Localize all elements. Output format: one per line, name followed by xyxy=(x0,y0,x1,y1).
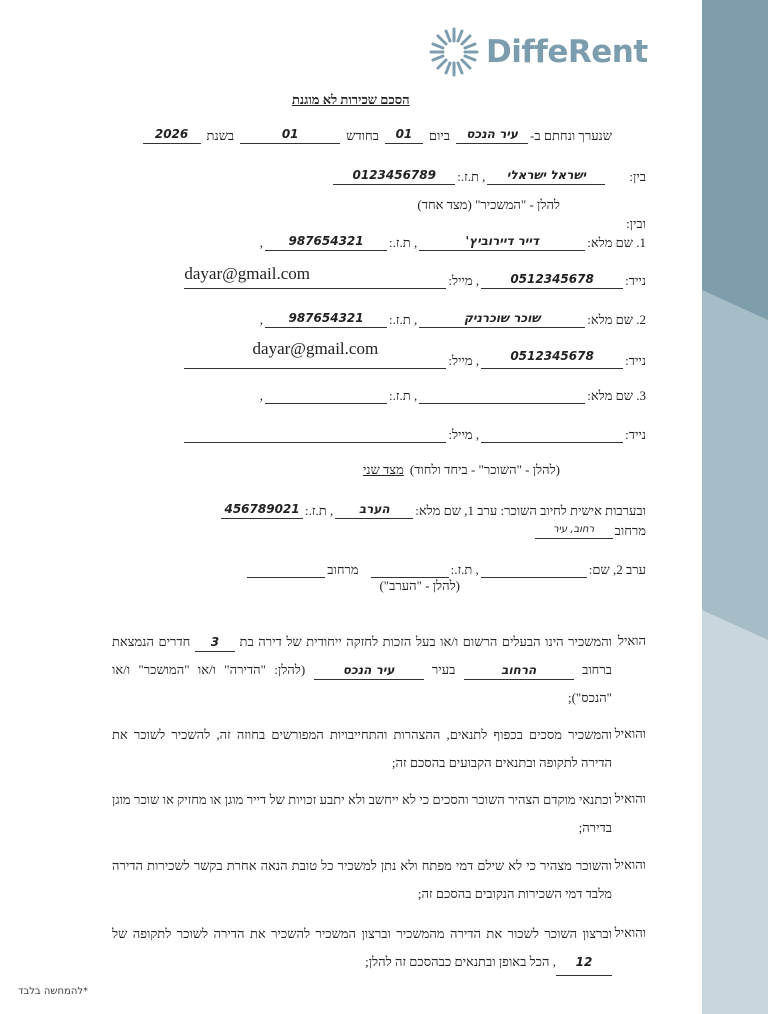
tenant-designation: (להלן - "השוכר" - ביחד ולחוד) xyxy=(409,462,560,477)
month-label: בחודש xyxy=(346,128,379,143)
clause-1-label: הואיל xyxy=(617,633,646,648)
clause-5 xyxy=(112,920,612,976)
tenant-2-phone-field[interactable]: 0512345678 xyxy=(481,348,623,369)
guarantor-1-id-field[interactable]: 456789021 xyxy=(221,501,303,519)
guarantor-2-label: ערב 2, שם: xyxy=(588,562,646,577)
clause-1-text-4: (להלן: "הדירה" ו/או "המושכר" ו/או "הנכס"); xyxy=(112,662,612,705)
clause-1-text: והמשכיר הינו הבעלים הרשום ו/או בעל הזכות לחזקה ייחודית של דירה בת xyxy=(239,634,613,649)
city-field[interactable]: עיר הנכס xyxy=(456,126,528,144)
tenant-2-contact-row xyxy=(184,339,646,369)
tenant-3-contact-row xyxy=(184,425,646,443)
tenant-2-id-label: , ת.ז.: xyxy=(389,312,418,327)
guarantor-1-address-row xyxy=(535,521,646,539)
tenant-3-name-field[interactable] xyxy=(419,386,585,404)
tenant-designation-row xyxy=(363,462,560,478)
guarantor-1-name-field[interactable]: הערב xyxy=(335,501,413,519)
comma: , xyxy=(259,235,264,250)
tenant-1-id-label: , ת.ז.: xyxy=(389,235,418,250)
guarantor-1-row xyxy=(221,501,646,519)
tenant-2-email-field[interactable]: dayar@gmail.com xyxy=(184,342,446,369)
guarantor-2-address-field[interactable] xyxy=(247,560,325,578)
guarantor-designation: (להלן - "הערב") xyxy=(379,578,460,593)
tenant-3-name-label: 3. שם מלא: xyxy=(587,388,646,403)
tenant-1-row xyxy=(260,233,646,251)
clause-1-text-3: בעיר xyxy=(431,662,456,677)
tenant-1-name-label: 1. שם מלא: xyxy=(587,235,646,250)
clause-5-text-2: , הכל באופן ובתנאים כבהסכם זה להלן; xyxy=(365,954,556,969)
guarantor-1-label: ובערבות אישית לחיוב השוכר: ערב 1, שם מלא: xyxy=(415,503,646,518)
decorative-side-band xyxy=(702,0,768,1014)
tenant-1-email-field[interactable]: dayar@gmail.com xyxy=(184,266,446,289)
tenant-3-row xyxy=(260,386,646,404)
tenant-2-row xyxy=(260,310,646,328)
clause-4-label: והואיל xyxy=(614,857,646,872)
period-field[interactable]: 12 xyxy=(556,958,612,976)
guarantor-1-address-field[interactable]: רחוב, עיר xyxy=(535,521,613,539)
tenant-2-id-field[interactable]: 987654321 xyxy=(265,310,387,328)
tenant-2-email-label: , מייל: xyxy=(448,353,480,368)
street-field[interactable]: הרחוב xyxy=(464,662,574,680)
tenant-3-email-label: , מייל: xyxy=(448,427,480,442)
tenant-3-id-label: , ת.ז.: xyxy=(389,388,418,403)
tenant-1-phone-label: נייד: xyxy=(625,273,646,288)
clause-1 xyxy=(112,628,612,712)
clause-5-label: והואיל xyxy=(614,925,646,940)
date-row xyxy=(143,126,612,144)
tenant-1-id-field[interactable]: 987654321 xyxy=(265,233,387,251)
guarantor-2-row xyxy=(247,560,646,578)
clause-3: וכתנאי מוקדם הצהיר השוכר והסכים כי לא ייחשב ולא יתבע זכויות של דייר מוגן או מחזיק או שוכר מוגן בדירה; xyxy=(112,792,612,835)
signed-label: שנערך ונחתם ב- xyxy=(530,128,612,143)
rooms-field[interactable]: 3 xyxy=(195,634,235,652)
tenant-3-phone-field[interactable] xyxy=(481,425,623,443)
clause-5-text: וברצון השוכר לשכור את הדירה מהמשכיר וברצון המשכיר להשכיר את הדירה לשוכר לתקופה של xyxy=(112,926,612,941)
comma: , xyxy=(259,312,264,327)
landlord-designation: להלן - "המשכיר" (מצד אחד) xyxy=(417,197,560,212)
tenant-1-name-field[interactable]: דייר דיירוביץ' xyxy=(419,233,585,251)
and-between-label: ובין: xyxy=(626,216,646,231)
month-field[interactable]: 01 xyxy=(240,126,340,144)
clause-4: והשוכר מצהיר כי לא שילם דמי מפתח ולא נתן למשכיר כל טובת הנאה אחרת בקשר לשכירות הדירה מלבד דמי השכירות הנקובים בהסכם זה; xyxy=(112,858,612,901)
guarantor-2-name-field[interactable] xyxy=(481,560,587,578)
guarantor-2-id-label: , ת.ז.: xyxy=(450,562,479,577)
clause-2: והמשכיר מסכים בכפוף לתנאים, ההצהרות והתחייבויות המפורשים בחוזה זה, להשכיר לשוכר את הדירה לתקופה ובתנאים הקבועים בהסכם זה; xyxy=(112,727,612,770)
tenant-2-phone-label: נייד: xyxy=(625,353,646,368)
logo-text: DiffeRent xyxy=(486,34,648,70)
tenant-2-name-field[interactable]: שוכר שוכרניק xyxy=(419,310,585,328)
comma: , xyxy=(259,388,264,403)
band-dark xyxy=(702,0,768,320)
clause-1-text-2: חדרים הנמצאת ברחוב xyxy=(112,634,613,677)
landlord-name-field[interactable]: ישראל ישראלי xyxy=(487,167,605,185)
day-field[interactable]: 01 xyxy=(385,126,423,144)
landlord-id-field[interactable]: 0123456789 xyxy=(333,167,455,185)
tenant-2-name-label: 2. שם מלא: xyxy=(587,312,646,327)
landlord-id-label: , ת.ז.: xyxy=(457,169,486,184)
year-field[interactable]: 2026 xyxy=(143,126,201,144)
tenant-3-email-field[interactable] xyxy=(184,425,446,443)
property-city-field[interactable]: עיר הנכס xyxy=(314,662,424,680)
guarantor-2-address-label: מרחוב xyxy=(327,562,359,577)
between-label: בין: xyxy=(629,169,646,184)
landlord-row xyxy=(333,167,646,185)
second-party-label: מצד שני xyxy=(362,462,404,477)
tenant-1-phone-field[interactable]: 0512345678 xyxy=(481,271,623,289)
year-label: בשנת xyxy=(206,128,235,143)
logo xyxy=(428,26,648,78)
tenant-3-id-field[interactable] xyxy=(265,386,387,404)
clause-3-label: והואיל xyxy=(614,791,646,806)
guarantor-1-id-label: , ת.ז.: xyxy=(305,503,334,518)
clause-2-label: והואיל xyxy=(614,726,646,741)
sunburst-icon xyxy=(428,26,480,78)
document-title: הסכם שכירות לא מוגנת xyxy=(292,92,410,107)
tenant-1-email-label: , מייל: xyxy=(448,273,480,288)
day-label: ביום xyxy=(428,128,451,143)
tenant-3-phone-label: נייד: xyxy=(625,427,646,442)
guarantor-1-address-label: מרחוב xyxy=(614,523,646,538)
illustration-only-note: *להמחשה בלבד xyxy=(18,986,89,997)
tenant-1-contact-row xyxy=(184,266,646,289)
guarantor-2-id-field[interactable] xyxy=(371,560,449,578)
